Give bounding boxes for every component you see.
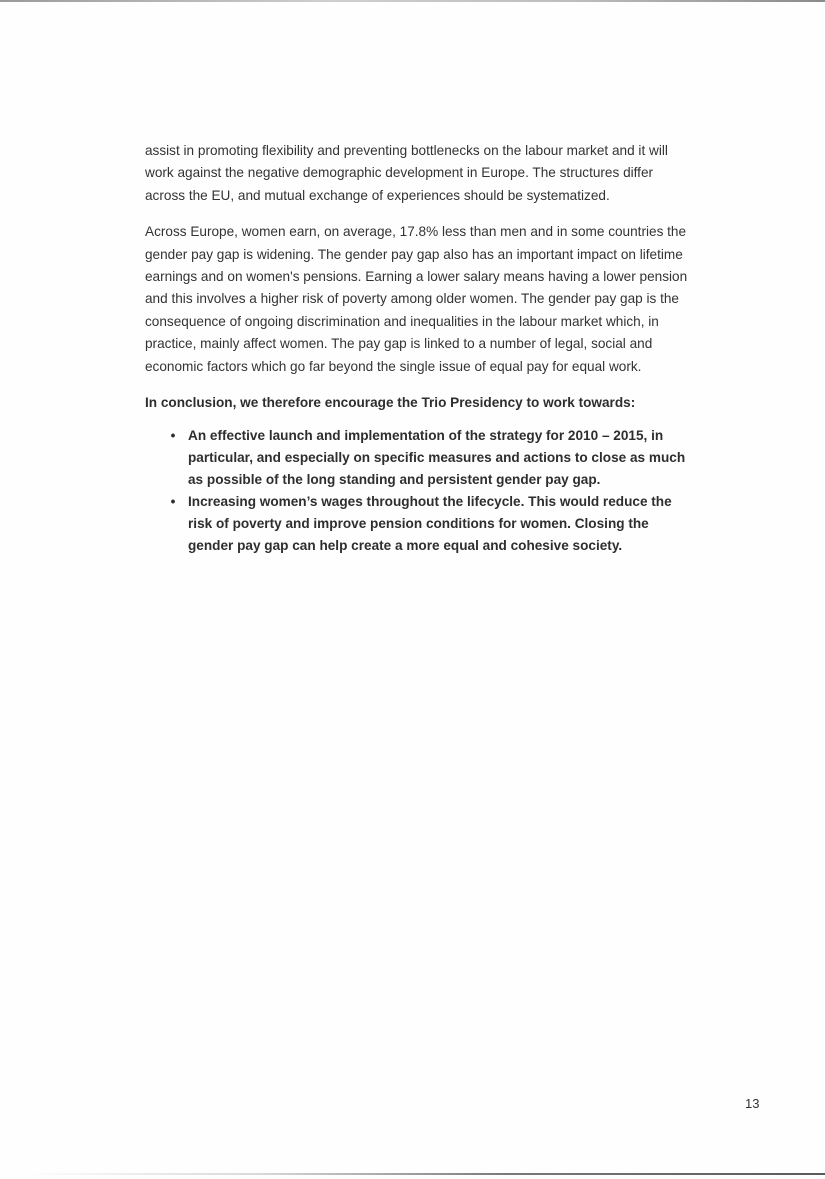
page-content <box>145 140 690 557</box>
list-item <box>168 491 690 557</box>
bullet-icon: • <box>170 494 176 510</box>
conclusion-heading: In conclusion, we therefore encourage the Trio Presidency to work towards: <box>145 395 636 411</box>
paragraph-gender-pay-gap: Across Europe, women earn, on average, 17.8% less than men and in some countries the gender pay gap is widening. The gender pay gap also has an important impact on lifetime earnings and on women's pensions. Earning a lower salary means having a lower pension and this involves a higher risk of poverty among older women. The gender pay gap is the consequence of ongoing discrimination and inequalities in the labour market which, in practice, mainly affect women. The pay gap is linked to a number of legal, social and economic factors which go far beyond the single issue of equal pay for equal work. <box>145 224 688 374</box>
list-item <box>168 425 690 491</box>
recommendation-list <box>145 425 690 557</box>
list-item-text: Increasing women’s wages throughout the lifecycle. This would reduce the risk of poverty and improve pension conditions for women. Closing the gender pay gap can help create a more equal and cohesive society. <box>188 494 672 554</box>
bullet-icon: • <box>170 428 176 444</box>
list-item-text: An effective launch and implementation of the strategy for 2010 – 2015, in particular, and especially on specific measures and actions to close as much as possible of the long standing and persistent gender pay gap. <box>188 428 686 488</box>
page-number: 13 <box>745 1096 760 1111</box>
paragraph-labour-market: assist in promoting flexibility and preventing bottlenecks on the labour market and it will work against the negative demographic development in Europe. The structures differ across the EU, and mutual exchange of experiences should be systematized. <box>145 143 668 203</box>
scan-edge-top <box>0 0 825 2</box>
scan-edge-bottom <box>20 1173 825 1175</box>
